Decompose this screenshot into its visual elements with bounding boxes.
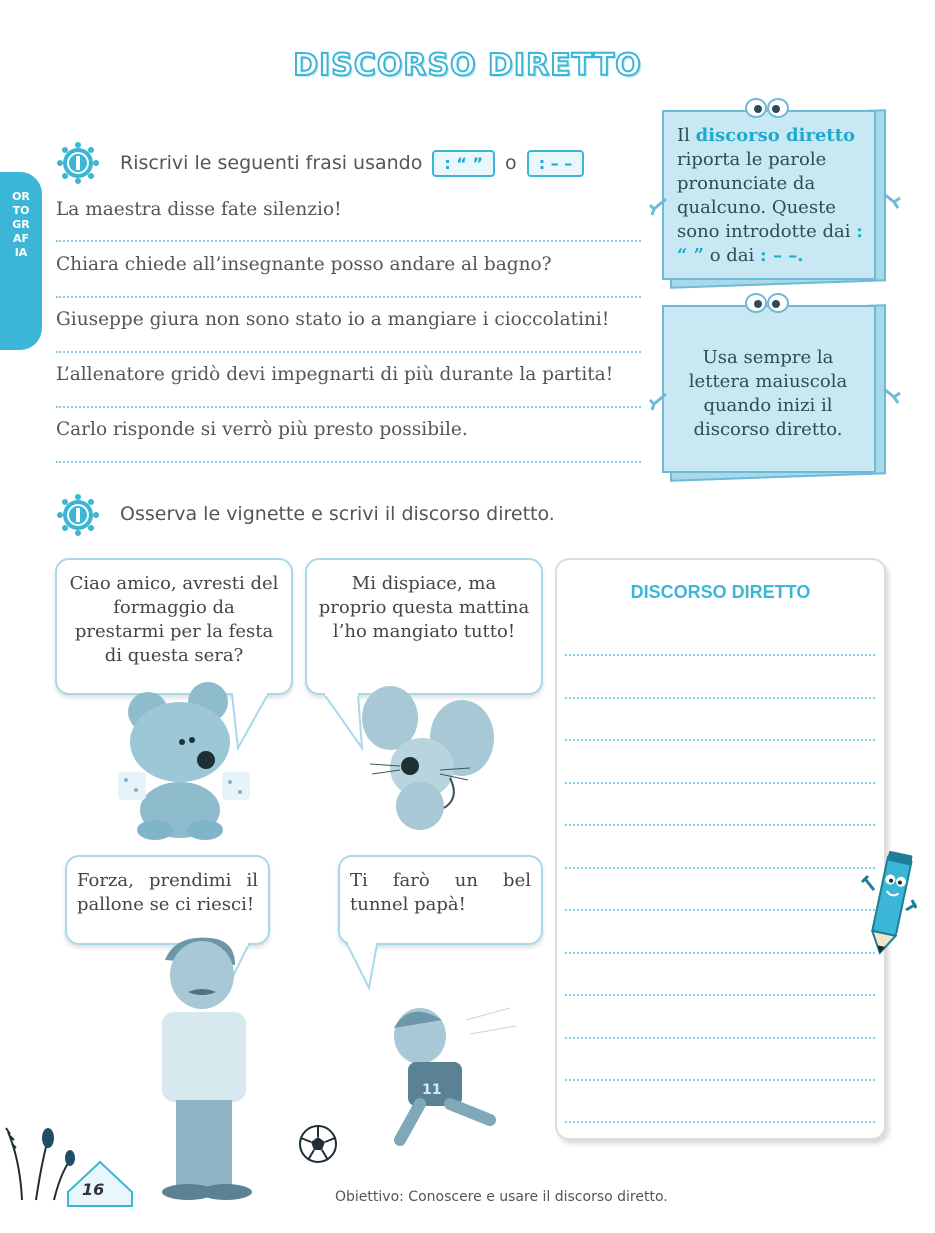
book2-arm-left-icon bbox=[648, 390, 668, 416]
sentence-1: La maestra disse fate silenzio! bbox=[56, 199, 342, 220]
panel-line-10[interactable] bbox=[565, 1037, 875, 1039]
speech-bubble-2: Mi dispiace, ma proprio questa mattina l’ho mangiato tutto! bbox=[305, 558, 543, 695]
answer-line-5[interactable] bbox=[56, 461, 641, 463]
answer-line-4[interactable] bbox=[56, 406, 641, 408]
teddy-bear-illustration bbox=[110, 680, 260, 840]
info-box-rule-text: Usa sempre la lettera maiuscola quando inizi il discorso diretto. bbox=[688, 347, 848, 440]
dash-marks-tag: : – – bbox=[527, 150, 585, 177]
panel-line-8[interactable] bbox=[565, 952, 875, 954]
speech-bubble-4: Ti farò un bel tunnel papà! bbox=[338, 855, 543, 945]
mouse-illustration bbox=[350, 678, 500, 838]
speech-bubble-3: Forza, prendimi il pallone se ci riesci! bbox=[65, 855, 270, 945]
panel-line-7[interactable] bbox=[565, 909, 875, 911]
panel-line-4[interactable] bbox=[565, 782, 875, 784]
definition-mid: o dai bbox=[709, 245, 755, 266]
definition-highlight: discorso diretto bbox=[695, 125, 856, 146]
info-box-definition-text bbox=[677, 124, 867, 268]
answer-panel bbox=[555, 558, 886, 1140]
exercise1-instruction bbox=[120, 150, 588, 177]
panel-line-6[interactable] bbox=[565, 867, 875, 869]
sentence-3: Giuseppe giura non sono stato io a mangiare i cioccolatini! bbox=[56, 309, 610, 330]
definition-pre: Il bbox=[677, 125, 690, 146]
panel-line-3[interactable] bbox=[565, 739, 875, 741]
soccer-ball-icon bbox=[298, 1124, 338, 1164]
pencil-mascot-icon bbox=[860, 850, 920, 960]
sentence-2: Chiara chiede all’insegnante posso andare al bagno? bbox=[56, 254, 552, 275]
book-arm-right-icon bbox=[882, 190, 902, 216]
page-title: DISCORSO DIRETTO bbox=[293, 48, 642, 83]
speech-bubble-1: Ciao amico, avresti del formaggio da prestarmi per la festa di questa sera? bbox=[55, 558, 293, 695]
exercise1-instruction-text: Riscrivi le seguenti frasi usando bbox=[120, 152, 423, 174]
panel-line-5[interactable] bbox=[565, 824, 875, 826]
answer-line-2[interactable] bbox=[56, 296, 641, 298]
book-arm-left-icon bbox=[648, 195, 668, 221]
book2-eyes-icon bbox=[738, 289, 798, 315]
child-illustration bbox=[380, 1000, 520, 1150]
exercise2-instruction: Osserva le vignette e scrivi il discorso diretto. bbox=[120, 503, 555, 525]
panel-line-12[interactable] bbox=[565, 1121, 875, 1123]
answer-line-1[interactable] bbox=[56, 240, 641, 242]
panel-line-1[interactable] bbox=[565, 654, 875, 656]
book-eyes-icon bbox=[738, 94, 798, 120]
answer-line-3[interactable] bbox=[56, 351, 641, 353]
page-number-plant-decoration bbox=[0, 1120, 160, 1210]
panel-line-11[interactable] bbox=[565, 1079, 875, 1081]
definition-quote-marks: : “ ” bbox=[677, 221, 863, 266]
sentence-4: L’allenatore gridò devi impegnarti di più durante la partita! bbox=[56, 364, 614, 385]
quote-marks-tag: : “ ” bbox=[432, 150, 495, 177]
objective-footer: Obiettivo: Conoscere e usare il discorso diretto. bbox=[335, 1189, 668, 1205]
definition-dash-marks: : – –. bbox=[760, 245, 804, 266]
conjunction: o bbox=[505, 152, 517, 174]
panel-line-9[interactable] bbox=[565, 994, 875, 996]
exercise-icon bbox=[56, 141, 100, 185]
section-tab-label: ORTOGRAFIA bbox=[12, 190, 30, 259]
definition-body: riporta le parole pronunciate da qualcuno. Queste sono introdotte dai bbox=[677, 149, 851, 242]
book2-arm-right-icon bbox=[882, 385, 902, 411]
panel-line-2[interactable] bbox=[565, 697, 875, 699]
answer-panel-title: DISCORSO DIRETTO bbox=[630, 582, 811, 602]
sentence-5: Carlo risponde si verrò più presto possibile. bbox=[56, 419, 468, 440]
bubble-tail-4 bbox=[343, 942, 393, 992]
page-number: 16 bbox=[82, 1180, 105, 1199]
svg-text:11: 11 bbox=[422, 1082, 442, 1098]
exercise2-icon bbox=[56, 493, 100, 537]
